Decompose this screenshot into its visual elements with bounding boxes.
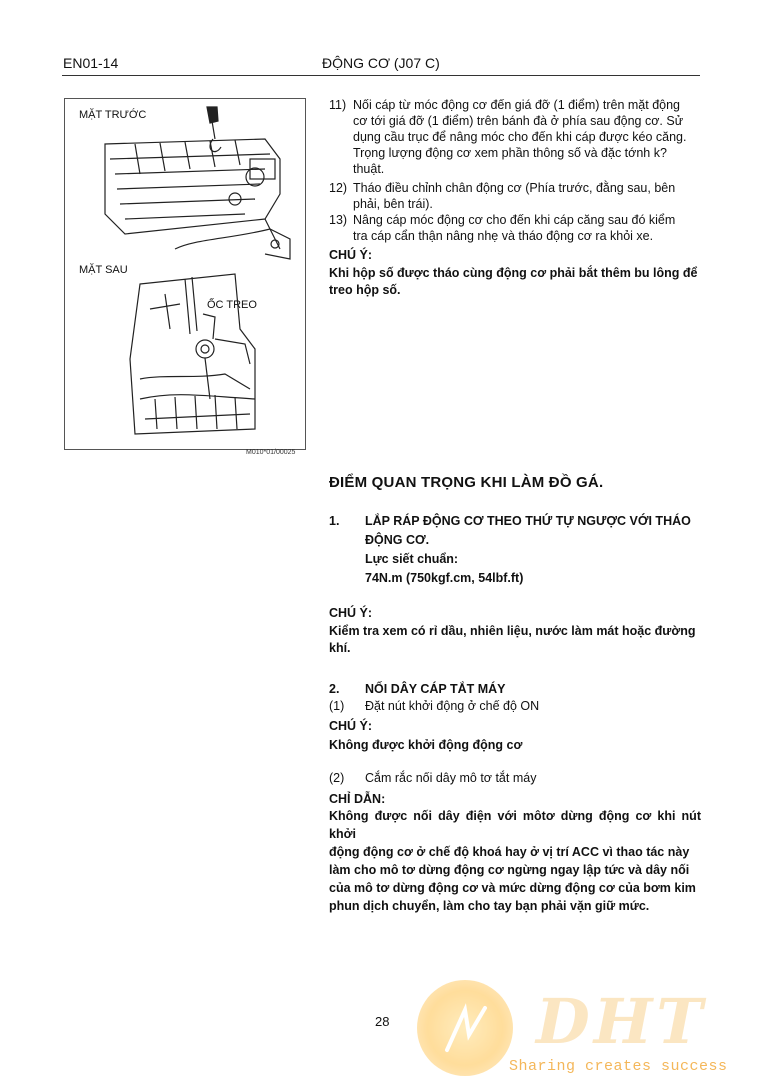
page-number: 28 — [375, 1014, 390, 1029]
figure-label-rear: MẶT SAU — [79, 264, 128, 276]
figure-label-front: MẶT TRƯỚC — [79, 109, 147, 121]
header-divider — [62, 75, 700, 76]
item-2-title: NỐI DÂY CÁP TẮT MÁY — [365, 682, 506, 696]
section-title: ĐIỂM QUAN TRỌNG KHI LÀM ĐỒ GÁ. — [329, 474, 604, 491]
note-label: CHÚ Ý: — [329, 248, 373, 262]
item-1-body — [365, 512, 705, 588]
item-2-number: 2. — [329, 682, 340, 696]
guide-line: động động cơ ở chế độ khoá hay ở vị trí ACC vì thao tác này — [329, 845, 690, 859]
note-line: khí. — [329, 641, 351, 655]
watermark-logo: DHT — [536, 985, 707, 1058]
step-text — [353, 97, 701, 177]
guide-text — [329, 807, 701, 915]
step-number: 13) — [329, 213, 348, 227]
step-line: Nối cáp từ móc động cơ đến giá đỡ (1 điểm) trên mặt động — [353, 98, 681, 112]
step-number: 11) — [329, 98, 347, 112]
step-line: phải, bên trái). — [353, 197, 433, 211]
item-line: Lực siết chuẩn: — [365, 552, 459, 566]
note-text — [329, 265, 701, 299]
sub-1-number: (1) — [329, 699, 345, 713]
front-engine-sketch — [105, 107, 290, 259]
note-label: CHÚ Ý: — [329, 606, 373, 620]
sub-1-text: Đặt nút khởi động ở chế độ ON — [365, 699, 540, 713]
step-line: Tháo điều chỉnh chân động cơ (Phía trước, đằng sau, bên — [353, 181, 676, 195]
item-line: ĐỘNG CƠ. — [365, 533, 430, 547]
watermark-slogan: Sharing creates success — [509, 1058, 728, 1075]
figure-label-hanger: ỐC TREO — [207, 299, 257, 311]
engine-drawing — [65, 99, 305, 449]
note-text — [329, 623, 701, 657]
figure-code: M010*01/00025 — [246, 449, 296, 456]
step-line: dụng cầu trục để nâng móc cho đến khi cáp được kéo căng. — [353, 130, 687, 144]
watermark-logo-icon — [417, 980, 513, 1076]
rear-engine-sketch — [130, 274, 255, 434]
note-line: treo hộp số. — [329, 283, 401, 297]
engine-figure — [64, 98, 306, 450]
step-text — [353, 180, 701, 212]
guide-label: CHỈ DẪN: — [329, 792, 386, 806]
sub-2-number: (2) — [329, 771, 345, 785]
header-title: ĐỘNG CƠ (J07 C) — [322, 55, 440, 71]
step-text — [353, 212, 701, 244]
step-line: Nâng cáp móc động cơ cho đến khi cáp căng sau đó kiểm — [353, 213, 676, 227]
note-line: Khi hộp số được tháo cùng động cơ phải bắt thêm bu lông để — [329, 266, 698, 280]
guide-line: phun dịch chuyển, làm cho tay bạn phải vặn giữ mức. — [329, 899, 650, 913]
step-line: tra cáp cẩn thận nâng nhẹ và tháo động cơ ra khỏi xe. — [353, 229, 654, 243]
sub-2-text: Cắm rắc nối dây mô tơ tắt máy — [365, 771, 537, 785]
step-line: Trọng lượng động cơ xem phần thông số và đặc tớnh k? — [353, 146, 667, 160]
step-line: thuật. — [353, 162, 385, 176]
guide-line: làm cho mô tơ dừng động cơ ngừng ngay lập tức và dây nối — [329, 863, 690, 877]
item-line: 74N.m (750kgf.cm, 54lbf.ft) — [365, 571, 524, 585]
note-label: CHÚ Ý: — [329, 719, 373, 733]
item-1-number: 1. — [329, 514, 340, 528]
step-number: 12) — [329, 181, 348, 195]
step-line: cơ tới giá đỡ (1 điểm) trên bánh đà ở phía sau động cơ. Sử — [353, 114, 684, 128]
item-line: LẮP RÁP ĐỘNG CƠ THEO THỨ TỰ NGƯỢC VỚI THÁO — [365, 514, 691, 528]
header-code: EN01-14 — [63, 55, 119, 71]
note-line: Kiểm tra xem có rỉ dầu, nhiên liệu, nước làm mát hoặc đường — [329, 624, 696, 638]
guide-line: của mô tơ dừng động cơ và mức dừng động cơ của bơm kim — [329, 881, 696, 895]
note-text: Không được khởi động động cơ — [329, 738, 523, 752]
guide-line: Không được nối dây điện với môtơ dừng động cơ khi nút khởi — [329, 809, 701, 841]
